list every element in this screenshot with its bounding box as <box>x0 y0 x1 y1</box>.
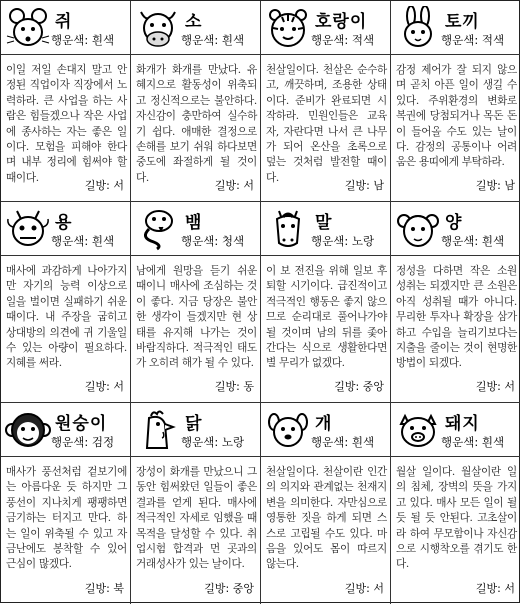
snake-icon <box>135 207 181 251</box>
cell-header <box>131 202 261 256</box>
lucky-color: 행운색: 흰색 <box>51 33 115 47</box>
cell-header <box>1 202 131 256</box>
fortune-text: 이일 저일 손대지 말고 안정된 직업이자 직장에서 노력하라. 큰 사업을 하는 사람은 힘들겠으나 작은 사업에 종사하는 자는 좋은 일이다. 모험을 피해야 한다며 내부 정리에 힘써야 할 때이다. <box>6 64 127 184</box>
lucky-direction: 길방: 중앙 <box>331 378 384 394</box>
dog-icon <box>265 408 311 452</box>
fortune-text: 월살 일이다. 월살이란 일의 침체, 장벽의 뜻을 가지고 있다. 매사 모든 일이 될 듯 될 듯 안된다. 고초살이라 하여 무모함이나 자신감으로 시행착오를 겪기도 한다. <box>396 466 517 571</box>
zodiac-name: 토끼 <box>445 12 480 32</box>
lucky-direction: 길방: 남 <box>473 177 515 193</box>
ox-icon <box>135 6 181 50</box>
lucky-direction: 길방: 서 <box>473 378 515 394</box>
zodiac-cell-dog <box>261 403 391 604</box>
rooster-icon <box>135 408 181 452</box>
lucky-color: 행운색: 흰색 <box>181 33 245 47</box>
lucky-direction: 길방: 중앙 <box>201 580 254 596</box>
sheep-icon <box>395 207 441 251</box>
zodiac-name: 소 <box>185 12 203 32</box>
lucky-color: 행운색: 검정 <box>51 435 115 449</box>
fortune-text: 감정 제어가 잘 되지 않으며 곧치 아픈 일이 생길 수 있다. 주위환경의 변화로 복권에 당첨되거나 목돈 돈이 들어올 수도 있는 날이다. 감정의 공통이나 어려움은 용띠에게 부탁하라. <box>396 64 517 169</box>
monkey-icon <box>5 408 51 452</box>
fortune-text: 남에게 원망을 듣기 쉬운 때이니 매사에 조심하는 것이 좋다. 지금 당장은 불안한 생각이 들겠지만 현 상태를 유지해 나가는 것이 바람직하다. 적극적인 태도가 오히려 해가 될 수 있다. <box>136 265 257 370</box>
zodiac-cell-rabbit <box>391 1 520 202</box>
zodiac-cell-monkey <box>1 403 131 604</box>
zodiac-name: 용 <box>55 213 73 233</box>
zodiac-cell-sheep <box>391 202 520 403</box>
zodiac-cell-snake <box>131 202 261 403</box>
zodiac-cell-tiger <box>261 1 391 202</box>
zodiac-cell-dragon <box>1 202 131 403</box>
fortune-text: 매사가 풍선처럼 겉보기에는 아름다운 듯 하지만 그 풍선이 지나치게 팽팽하면 금기하는 터지고 만다. 하는 일이 위축될 수 있고 자금난에도 봉착할 수 있어 근심이 많겠다. <box>6 466 127 571</box>
zodiac-name: 쥐 <box>55 12 73 32</box>
pig-icon <box>395 408 441 452</box>
zodiac-name: 말 <box>315 213 333 233</box>
cell-header <box>1 1 131 55</box>
fortune-text: 정성을 다하면 작은 소원 성취는 되겠지만 큰 소원은 아직 성취될 때가 아니다. 무리한 투자나 확장을 삼가하고 수입을 늘리기보다는 지출을 줄이는 것이 현명한 방법이 되겠다. <box>396 265 517 370</box>
lucky-direction: 길방: 서 <box>473 580 515 596</box>
tiger-icon <box>265 6 311 50</box>
zodiac-cell-rat <box>1 1 131 202</box>
zodiac-cell-rooster <box>131 403 261 604</box>
zodiac-name: 양 <box>445 213 463 233</box>
rabbit-icon <box>395 6 441 50</box>
lucky-direction: 길방: 남 <box>342 177 384 193</box>
zodiac-name: 개 <box>315 414 333 434</box>
lucky-color: 행운색: 적색 <box>311 33 375 47</box>
lucky-color: 행운색: 노랑 <box>311 234 375 248</box>
zodiac-name: 닭 <box>185 414 203 434</box>
zodiac-cell-horse <box>261 202 391 403</box>
fortune-text: 매사에 과감하게 나아가지만 자기의 능력 이상으로 일을 벌이면 실패하기 쉬운 때이다. 내 주장을 굽히고 상대방의 의견에 귀 기울일 수 있는 아량이 필요하다. 지혜를 써라. <box>6 265 127 370</box>
lucky-color: 행운색: 노랑 <box>181 435 245 449</box>
lucky-color: 행운색: 흰색 <box>441 435 505 449</box>
lucky-direction: 길방: 서 <box>82 177 124 193</box>
zodiac-name: 돼지 <box>445 414 480 434</box>
zodiac-cell-pig <box>391 403 520 604</box>
cell-header <box>391 1 520 55</box>
fortune-text: 이 보 전진을 위해 일보 후퇴할 시기이다. 급진적이고 적극적인 행동은 좋지 않으므로 순리대로 풀어나가야 될 것이며 남의 뒤를 좇아간다는 식으로 생활한다면 별 무리가 없겠다. <box>266 265 387 370</box>
zodiac-name: 뱀 <box>185 213 203 233</box>
cell-header <box>131 1 261 55</box>
lucky-color: 행운색: 청색 <box>181 234 245 248</box>
fortune-text: 천살일이다. 천살이란 인간의 의지와 관계없는 천재지변을 의미한다. 자만심으로 영통한 짓을 하게 되면 스스로 고립될 수도 있다. 마음을 있어도 몸이 따르지 않는다. <box>266 466 387 571</box>
horse-icon <box>265 207 311 251</box>
fortune-text: 천살일이다. 천살은 순수하고, 깨끗하며, 조용한 상태이다. 준비가 완료되면 시작하라. 민원인들은 교육자, 자란다면 나서 큰 나무가 되어 온산을 초록으로 덮는 것처럼 발전할 때이다. <box>266 64 387 184</box>
lucky-color: 행운색: 흰색 <box>311 435 375 449</box>
lucky-direction: 길방: 서 <box>342 580 384 596</box>
lucky-color: 행운색: 적색 <box>441 33 505 47</box>
cell-header <box>391 403 520 457</box>
lucky-direction: 길방: 서 <box>82 378 124 394</box>
fortune-text: 장성이 화개를 만났으니 그동안 힘써왔던 일들이 좋은 결과를 얻게 된다. 매사에 적극적인 자세로 임했을 때 목적을 달성할 수 있다. 취업시험 합격과 먼 곳과의 거래성사가 있는 날이다. <box>136 466 257 571</box>
lucky-direction: 길방: 북 <box>82 580 124 596</box>
fortune-text: 화개가 화개를 만났다. 유혜지으로 활동성이 위축되고 정신적으로는 불안하다. 자신감이 충만하여 실수하기 쉽다. 애매한 결정으로 손해를 보기 쉬워 하다보면 중도에 좌절하게 될 것이다. <box>136 64 257 184</box>
cell-header <box>131 403 261 457</box>
zodiac-cell-ox <box>131 1 261 202</box>
lucky-color: 행운색: 흰색 <box>441 234 505 248</box>
cell-header <box>261 403 391 457</box>
cell-header <box>261 1 391 55</box>
rat-icon <box>5 6 51 50</box>
cell-header <box>261 202 391 256</box>
lucky-color: 행운색: 흰색 <box>51 234 115 248</box>
zodiac-name: 원숭이 <box>55 414 108 434</box>
zodiac-name: 호랑이 <box>315 12 368 32</box>
cell-header <box>391 202 520 256</box>
lucky-direction: 길방: 동 <box>212 378 254 394</box>
dragon-icon <box>5 207 51 251</box>
lucky-direction: 길방: 서 <box>212 177 254 193</box>
cell-header <box>1 403 131 457</box>
